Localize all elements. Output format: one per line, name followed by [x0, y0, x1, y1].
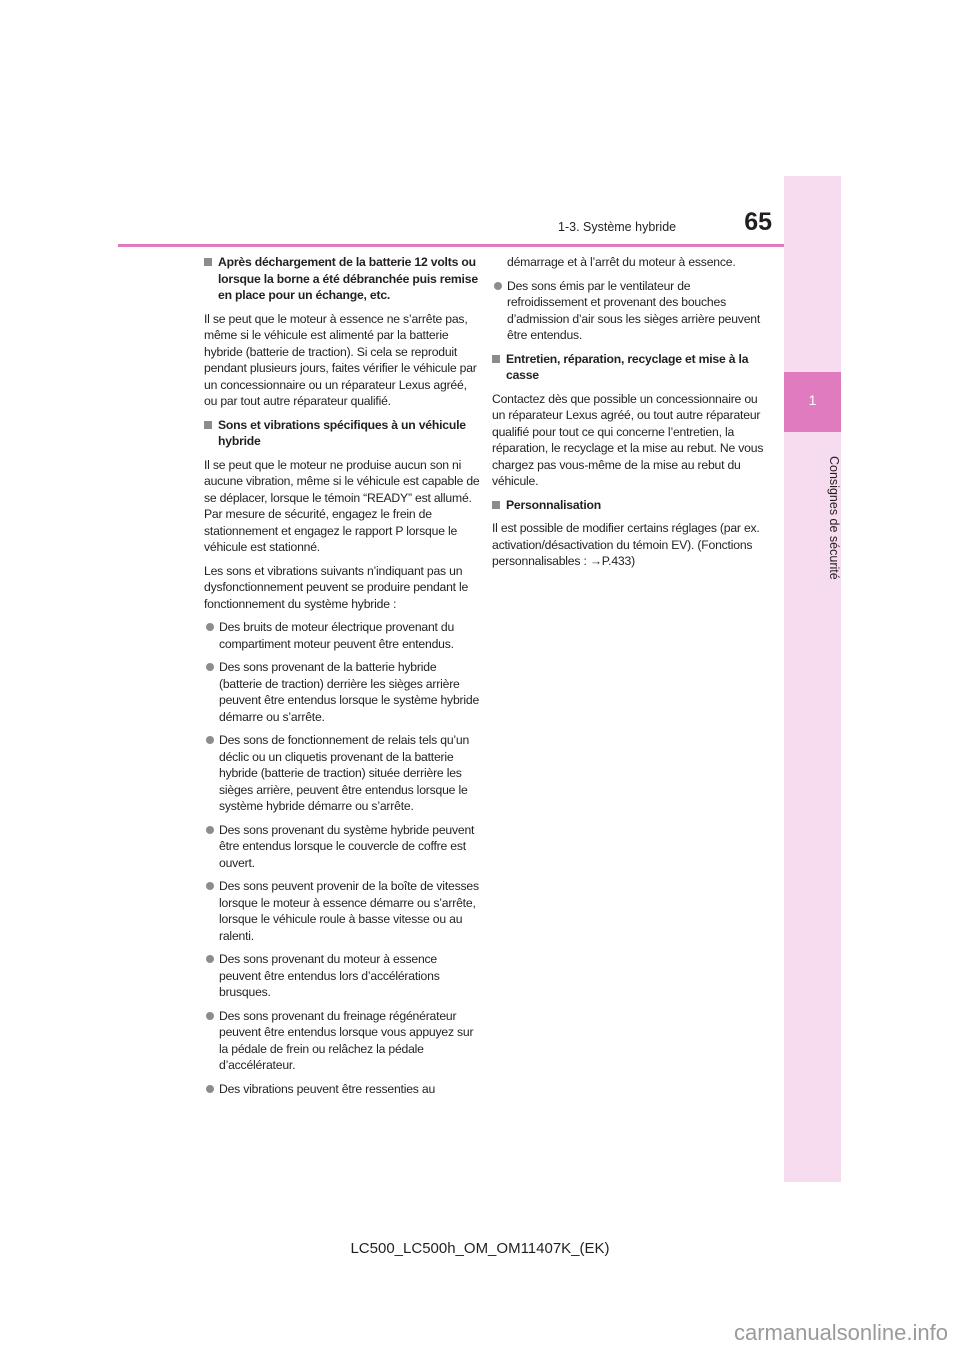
round-bullet-icon — [206, 736, 214, 744]
bullet-text: Des bruits de moteur électrique provenant du compartiment moteur peuvent être entendus. — [219, 620, 455, 651]
bullet-text: Des sons provenant du freinage régénérateur peuvent être entendus lorsque vous appuyez sur la pédale de frein ou relâchez la pédale d’accélérateur. — [219, 1008, 474, 1072]
round-bullet-icon — [206, 663, 214, 671]
section-title: 1-3. Système hybride — [558, 220, 677, 234]
paragraph: Il est possible de modifier certains réglages (par ex. activation/désactivation du témoin EV). (Fonctions personnalisables : →P.433) — [492, 521, 760, 568]
chapter-number: 1 — [808, 392, 817, 408]
round-bullet-icon — [206, 623, 214, 631]
document-code: LC500_LC500h_OM_OM11407K_(EK) — [350, 1240, 610, 1257]
heading-text: Sons et vibrations spécifiques à un véhicule hybride — [218, 417, 466, 448]
round-bullet-icon — [206, 882, 214, 890]
round-bullet-icon — [206, 1012, 214, 1020]
round-bullet-icon — [206, 955, 214, 963]
right-column — [492, 254, 768, 577]
bullet-text: Des sons provenant de la batterie hybride (batterie de traction) derrière les sièges arrière peuvent être entendus lorsque le système hybride démarre ou s’arrête. — [219, 660, 480, 724]
paragraph: Il se peut que le moteur ne produise aucun son ni aucune vibration, même si le véhicule est capable de se déplacer, lorsque le témoin “READY” est allumé. Par mesure de sécurité, engagez le frein de stationnement et engagez le rapport P lorsque le véhicule est stationné. — [204, 457, 480, 554]
bullet-item — [492, 278, 768, 344]
round-bullet-icon — [206, 826, 214, 834]
bullet-text: Des vibrations peuvent être ressenties au — [219, 1081, 436, 1096]
paragraph: Les sons et vibrations suivants n’indiquant pas un dysfonctionnement peuvent se produire pendant le fonctionnement du système hybride : — [204, 563, 469, 611]
bullet-text: Des sons de fonctionnement de relais tels qu’un déclic ou un cliquetis provenant de la batterie hybride (batterie de traction) située derrière les sièges arrière, peuvent être entendus lorsque le système hybride démarre ou s’arrête. — [219, 733, 470, 813]
bullet-item — [204, 619, 480, 652]
watermark: carmanualsonline.info — [733, 1320, 948, 1345]
section-heading — [204, 417, 480, 450]
round-bullet-icon — [494, 282, 502, 290]
bullet-item — [204, 1081, 480, 1098]
section-heading — [492, 497, 768, 514]
bullet-item — [204, 659, 480, 725]
bullet-text: Des sons provenant du moteur à essence peuvent être entendus lors d’accélérations brusques. — [219, 952, 440, 999]
header-divider — [118, 244, 784, 247]
chapter-title: Consignes de sécurité — [827, 456, 841, 580]
bullet-item — [204, 732, 480, 815]
paragraph: Contactez dès que possible un concessionnaire ou un réparateur Lexus agréé, ou tout autre réparateur qualifié pour tout ce qui concerne l’entretien, la réparation, le recyclage et la mise au rebut. Ne vous chargez pas vous-même de la mise au rebut du véhicule. — [492, 391, 764, 488]
bullet-item — [492, 254, 768, 271]
bullet-text: Des sons émis par le ventilateur de refroidissement et provenant des bouches d’admission d’air sous les sièges arrière peuvent être entendus. — [507, 278, 761, 342]
bullet-item — [204, 878, 480, 944]
bullet-item — [204, 822, 480, 872]
square-bullet-icon — [492, 501, 500, 509]
section-heading — [204, 254, 480, 304]
heading-text: Entretien, réparation, recyclage et mise à la casse — [506, 351, 749, 382]
heading-text: Après déchargement de la batterie 12 volts ou lorsque la borne a été débranchée puis remise en place pour un échange, etc. — [218, 255, 478, 302]
paragraph: Il se peut que le moteur à essence ne s’arrête pas, même si le véhicule est alimenté par la batterie hybride (batterie de traction). Si cela se reproduit pendant plusieurs jours, faites vérifier le véhicule par un concessionnaire ou un réparateur Lexus agréé, ou par tout autre réparateur qualifié. — [204, 311, 477, 408]
bullet-text: Des sons peuvent provenir de la boîte de vitesses lorsque le moteur à essence démarre ou s’arrête, lorsque le véhicule roule à basse vitesse ou au ralenti. — [219, 879, 479, 943]
square-bullet-icon — [492, 355, 500, 363]
heading-text: Personnalisation — [506, 497, 602, 512]
left-column — [204, 254, 480, 1104]
page-number: 65 — [744, 208, 772, 236]
side-tab — [784, 176, 841, 1182]
section-heading — [492, 351, 768, 384]
round-bullet-icon — [206, 1085, 214, 1093]
bullet-text: Des sons provenant du système hybride peuvent être entendus lorsque le couvercle de coffre est ouvert. — [219, 822, 475, 870]
bullet-item — [204, 951, 480, 1001]
bullet-item — [204, 1008, 480, 1074]
square-bullet-icon — [204, 258, 212, 266]
square-bullet-icon — [204, 421, 212, 429]
bullet-text: démarrage et à l’arrêt du moteur à essence. — [507, 255, 736, 269]
